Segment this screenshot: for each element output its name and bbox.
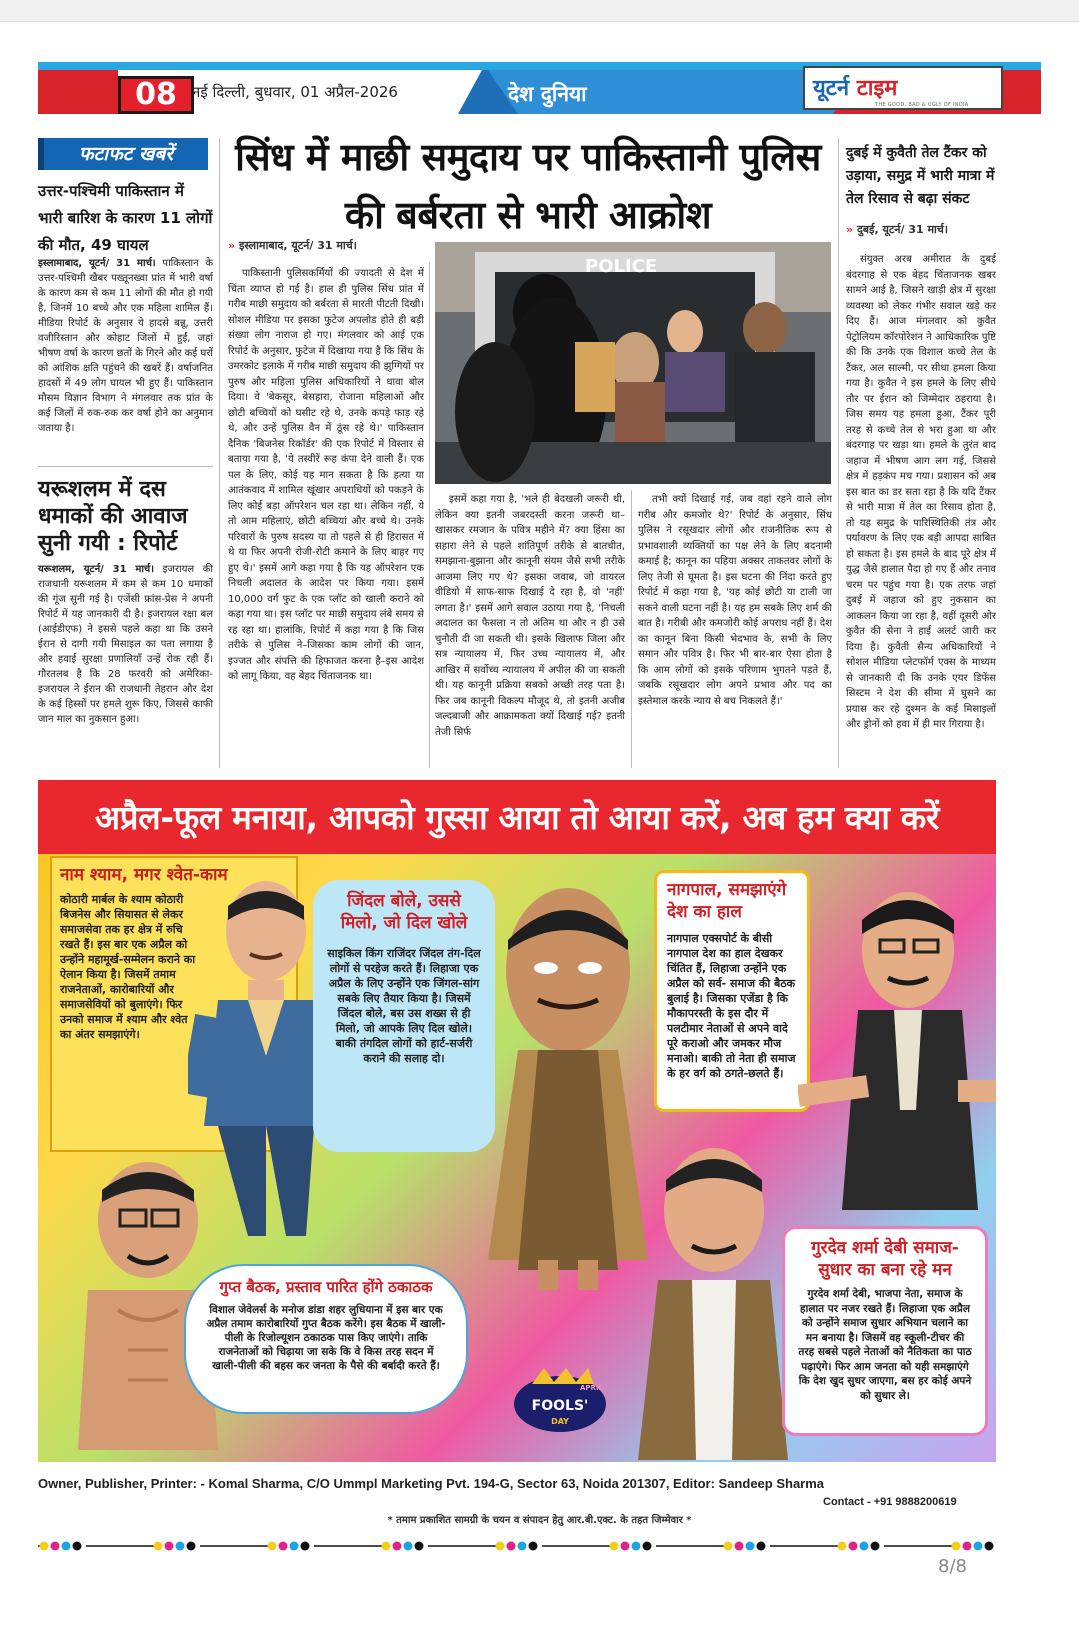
main-column-1: पाकिस्तानी पुलिसकर्मियों की ज्यादती से देश में चिंता व्याप्त हो गई है। हाल ही पुलिस सिंध प्रांत में गरीब माछी समुदाय को बर्बरता से मारती पीटती दिखी। सोशल मीडिया पर इसका फुटेज अपलोड होते ही बड़ी संख्या लोग नाराज हो गए। मंगलवार को आई एक रिपोर्ट के अनुसार, फुटेज में दिखाया गया है कि सिंध के उमरकोट इलाके में गरीब माछी समुदाय की झुग्गियों पर पुरुष और महिला पुलिस अधिकारियों ने धावा बोल दिया। वे 'बेकसूर, बेसहारा, रोजाना महिलाओं और छोटी बच्चियों को घसीट रहे थे, उनके कपड़े फाड़ रहे थे, और उन्हें पुलिस वैन में ठूंस रहे थे।' पाकिस्तान दैनिक 'बिजनेस रिकॉर्डर' की एक रिपोर्ट में विस्तार से बताया गया है, 'ये तस्वीरें रूह कंपा देने वाली हैं। एक पल के लिए, कोई यह मान सकता है कि हत्या या आतंकवाद में शामिल खूंखार अपराधियों को पकड़ने के लिए कोई बड़ा ऑपरेशन चल रहा था। लेकिन नहीं, ये तो आम महिलाएं, छोटी बच्चियां और बच्चे थे। उनके परिवारों के पुरुष सदस्य या तो पहले से ही हिरासत में थे या फिर अपनी रोजी-रोटी कमाने के लिए बाहर गए हुए थे।' इसमें आगे कहा गया है कि यह ऑपरेशन एक निचली अदालत के आदेश पर किया गया। इसमें 10,000 वर्ग फुट के एक प्लॉट को खाली कराने को कहा गया था। इस प्लॉट पर माछी समुदाय लंबे समय से रह रहा था। हालांकि, रिपोर्ट में कहा गया है कि जिस तरीके से पुलिस ने–जिसका काम लोगों की जान, इज्जत और संपत्ति की हिफाजत करना है–इस आदेश को लागू किया, वह बेहद चिंताजनक था। — [228, 268, 424, 682]
left-story1-headline: उत्तर-पश्चिमी पाकिस्तान में भारी बारिश के कारण 11 लोगों की मौत, 49 घायल — [38, 182, 213, 254]
left-story1-body — [38, 256, 213, 456]
registration-dot — [735, 1542, 744, 1551]
left-story2-headline: यरूशलम में दस धमाकों की आवाज सुनी गयी : रिपोर्ट — [38, 477, 188, 556]
registration-dot — [838, 1542, 847, 1551]
registration-dot — [187, 1542, 196, 1551]
issue-dateline: नई दिल्ली, बुधवार, 01 अप्रैल-2026 — [192, 83, 398, 101]
registration-dot — [290, 1542, 299, 1551]
masthead — [38, 62, 1041, 114]
registration-marks — [38, 1538, 996, 1554]
registration-dot — [963, 1542, 972, 1551]
registration-dot — [415, 1542, 424, 1551]
imprint-line: Owner, Publisher, Printer: - Komal Sharma, C/O Ummpl Marketing Pvt. 194-G, Sector 63, Noida 201307, Editor: Sandeep Sharma — [38, 1476, 825, 1491]
main-column-3: तभी क्यों दिखाई गई, जब वहां रहने वाले लोग गरीब और कमजोर थे?' रिपोर्ट के अनुसार, सिंध पुलिस ने रसूखदार लोगों और राजनीतिक रूप से प्रभावशाली व्यक्तियों का पक्ष लेने के लिए बदनामी कमाई है; कानून का पहिया अक्सर ताकतवर लोगों के लिए तेजी से घूमता है। इस घटना की निंदा करते हुए रिपोर्ट में कहा गया है, 'यह कोई छोटी या टाली जा सकने वाली घटना नहीं है। यह हम सबके लिए शर्म की बात है। गरीबी और कमजोरी कोई अपराध नहीं हैं। देश का कानून बिना किसी भेदभाव के, सभी के लिए समान और पवित्र है। फिर भी बार-बार ऐसा होता है कि आम लोगों को इसके परिणाम भुगतने पड़ते हैं, जबकि रसूखदार लोग अपने प्रभाव और पद का इस्तेमाल करके न्याय से बच निकलते हैं।' — [638, 494, 832, 707]
registration-dot — [165, 1542, 174, 1551]
main-headline: सिंध में माछी समुदाय पर पाकिस्तानी पुलिस की बर्बरता से भारी आक्रोश — [235, 135, 821, 237]
caption-body-manoj: विशाल जेवेलर्स के मनोज डांडा शहर लुधियाना में इस बार एक अप्रैल तमाम कारोबारियों गुप्त बैठक करेंगे। इस बैठक में खाली-पीली के रिजोल्यूशन ठकाठक पास किए जाएंगे। ताकि राजनेताओं को चिढ़ाया जा सके कि वे किस तरह सदन में खाली-पीली की बहस कर जनता के पैसे की बर्बादी करते हैं। — [206, 1304, 446, 1372]
registration-dot — [393, 1542, 402, 1551]
registration-dot — [746, 1542, 755, 1551]
newspaper-logo — [803, 66, 1003, 110]
registration-dot — [952, 1542, 961, 1551]
april-fools-badge — [510, 1366, 610, 1436]
caricature-nagpal — [798, 880, 996, 1220]
column-rule-right — [838, 138, 839, 768]
photo-police-text: POLICE — [585, 256, 658, 277]
caption-box-jindal — [313, 880, 495, 1152]
right-headline: दुबई में कुवैती तेल टैंकर को उड़ाया, समुद्र में भारी मात्रा में तेल रिसाव से बढ़ा संकट — [846, 145, 995, 207]
badge-april: APRIL — [580, 1384, 604, 1392]
caption-title-manoj: गुप्त बैठक, प्रस्ताव पारित होंगे ठकाठक — [219, 1278, 433, 1296]
main-dateline: » इस्लामाबाद, यूटर्न/ 31 मार्च। — [228, 239, 357, 252]
logo-tagline: THE GOOD, BAD & UGLY OF INDIA — [875, 102, 969, 108]
main-col-rule-2 — [631, 490, 632, 768]
caricature-gurdev — [628, 1130, 798, 1460]
caption-box-gurdev — [782, 1226, 988, 1436]
caption-title-shyam: नाम श्याम, मगर श्वेत-काम — [60, 865, 228, 885]
registration-dot — [757, 1542, 766, 1551]
registration-dot — [849, 1542, 858, 1551]
logo-text: यूटर्न टाइम — [813, 76, 898, 101]
registration-dot — [507, 1542, 516, 1551]
right-dateline: » दुबई, यूटर्न/ 31 मार्च। — [846, 223, 949, 236]
registration-dot — [643, 1542, 652, 1551]
registration-dot — [871, 1542, 880, 1551]
page-counter: 8/8 — [938, 1556, 967, 1577]
caption-title-jindal: जिंदल बोले, उससे मिलो, जो दिल खोले — [340, 891, 468, 933]
caption-box-manoj — [184, 1264, 468, 1414]
registration-dot — [404, 1542, 413, 1551]
left-story2-dateline: यरूशलम, यूटर्न/ 31 मार्च। — [38, 564, 155, 575]
registration-dot — [382, 1542, 391, 1551]
registration-dot — [985, 1542, 994, 1551]
left-story2-text: इजरायल की राजधानी यरूशलम में कम से कम 10 धमाकों की गूंज सुनी गई है। एजेंसी फ्रांस-प्रेस ने अपनी रिपोर्ट में यह जानकारी दी है। इजरायल रक्षा बल (आईडीएफ) ने इससे पहले कहा था कि उसने ईरान से दागी गयी मिसाइल का पता लगाया है और हवाई सुरक्षा प्रणालियाँ उन्हें रोक रही हैं। गौरतलब है कि 28 फरवरी को अमेरिका-इजरायल ने ईरान की राजधानी तेहरान और देश के कई हिस्सों पर हमले शुरू किए, जिससे काफी जान माल का नुकसान हुआ। — [38, 564, 213, 725]
registration-dot — [610, 1542, 619, 1551]
left-story1-text: पाकिस्तान के उत्तर-पश्चिमी खैबर पख्तूनख्वा प्रांत में भारी वर्षा के कारण कम से कम 11 लोगों की मौत हो गयी है, जिनमें 10 बच्चे और एक महिला शामिल हैं। मीडिया रिपोर्ट के अनुसार ये हादसे बन्नू, उत्तरी वजीरिस्तान और कोहाट जिलों में हुईं, जहां भीषण वर्षा के कारण छतों के गिरने और कई घरों को आंशिक क्षति पहुंचने की खबरें हैं। वर्षाजनित हादसों में 49 लोग घायल भी हुए हैं। पाकिस्तान मौसम विज्ञान विभाग ने मंगलवार तक प्रांत के कई जिलों में रुक-रुक कर वर्षा होने का अनुमान जताया है। — [38, 258, 214, 434]
column-rule-left — [219, 138, 220, 768]
registration-dot — [176, 1542, 185, 1551]
caption-title-gurdev: गुरदेव शर्मा देबी समाज-सुधार का बना रहे मन — [811, 1238, 959, 1280]
left-story1-dateline: इस्लामाबाद, यूटर्न/ 31 मार्च। — [38, 258, 156, 269]
caption-body-nagpal: नागपाल एक्सपोर्ट के बीसी नागपाल देश का हाल देखकर चिंतित हैं, लिहाजा उन्होंने एक अप्रैल को सर्व- समाज की बैठक बुलाई है। जिसका एजेंडा है कि मौकापरस्ती के इस दौर में पलटीमार नेताओं से अपने वादे पूरे कराओ और जमकर मौज मनाओ। बाकी तो नेता ही समाज के हर वर्ग को ठगते-छलते हैं। — [667, 932, 796, 1080]
registration-dot — [40, 1542, 49, 1551]
contact-line: Contact - +91 9888200619 — [823, 1496, 957, 1508]
section-title: देश दुनिया — [508, 82, 587, 106]
registration-dot — [279, 1542, 288, 1551]
page-number: 08 — [118, 76, 194, 114]
viewer-top-bar — [0, 0, 1079, 22]
badge-day: DAY — [551, 1417, 569, 1426]
main-col-rule-1 — [429, 262, 430, 768]
caption-box-nagpal — [654, 870, 810, 1112]
photo-illustration — [435, 242, 831, 484]
poster-title: अप्रैल-फूल मनाया, आपको गुस्सा आया तो आया करें, अब हम क्या करें — [94, 798, 940, 837]
registration-dot — [496, 1542, 505, 1551]
registration-dot — [51, 1542, 60, 1551]
registration-dot — [632, 1542, 641, 1551]
registration-dot — [518, 1542, 527, 1551]
registration-dot — [860, 1542, 869, 1551]
registration-dot — [724, 1542, 733, 1551]
registration-dot — [154, 1542, 163, 1551]
registration-dot — [62, 1542, 71, 1551]
registration-dot — [73, 1542, 82, 1551]
registration-dot — [268, 1542, 277, 1551]
registration-dot — [301, 1542, 310, 1551]
left-story2-body — [38, 562, 213, 772]
badge-fools: FOOLS' — [531, 1398, 589, 1414]
caption-body-jindal: साइकिल किंग राजिंदर जिंदल तंग-दिल लोगों से परहेज करते हैं। लिहाजा एक अप्रैल के लिए उन्होंने एक जिंगल-सांग सबके लिए तैयार किया है। जिसमें जिंदल बोले, बस उस शख्स से ही मिलो, जो आपके लिए दिल खोले। बाकी तंगदिल लोगों को हार्ट-सर्जरी कराने की सलाह दो। — [327, 947, 481, 1065]
quick-news-label: फटाफट खबरें — [38, 138, 208, 170]
registration-dot — [974, 1542, 983, 1551]
left-divider — [38, 466, 213, 467]
right-body: संयुक्त अरब अमीरात के दुबई बंदरगाह से एक बेहद चिंताजनक खबर सामने आई है, जिसने खाड़ी क्षेत्र में सुरक्षा व्यवस्था को लेकर गंभीर सवाल खड़े कर दिए हैं। आज मंगलवार को कुवैत पेट्रोलियम कॉरपोरेशन ने आधिकारिक पुष्टि की कि उनके एक विशाल कच्चे तेल के टैंकर, अल साल्मी, पर सीधा हमला किया गया है। कुवैत ने इस हमले के लिए सीधे तौर पर ईरान को जिम्मेदार ठहराया है। जिस समय यह हमला हुआ, टैंकर पूरी तरह से कच्चे तेल से भरा हुआ था और बंदरगाह पर खड़ा था। हमले के तुरंत बाद जहाज में भीषण आग लग गई, जिससे क्षेत्र में हड़कंप मच गया। प्रशासन को अब इस बात का डर सता रहा है कि यदि टैंकर से भारी मात्रा में तेल का रिसाव होता है, तो यह समुद्र के पारिस्थितिकी तंत्र और पर्यावरण के लिए एक बड़ी आपदा साबित हो सकता है। इस हमले के बाद पूरे क्षेत्र में युद्ध जैसे हालात पैदा हो गए हैं और तनाव चरम पर पहुंच गया है। एक तरफ जहां दुबई में जहाज को हुए नुकसान का आकलन किया जा रहा है, वहीं दूसरी ओर कुवैत की सेना ने हाई अलर्ट जारी कर दिया है। कुवैती सैन्य अधिकारियों ने सोशल मीडिया प्लेटफॉर्म एक्स के माध्यम से जानकारी दी कि उनके एयर डिफेंस सिस्टम ने देश की सीमा में घुसने का प्रयास कर रहे दुश्मन के कई मिसाइलों और ड्रोनों को हवा में ही मार गिराया है। — [846, 254, 996, 730]
caption-body-shyam: कोठारी मार्बल के श्याम कोठारी बिजनेस और सियासत से लेकर समाजसेवा तक हर क्षेत्र में रुचि रखते हैं। इस बार एक अप्रैल को उन्होंने महामूर्ख-सम्मेलन कराने का ऐलान किया है। जिसमें तमाम राजनेताओं, कारोबारियों और समाजसेवियों को बुलाएंगे। फिर उनको समाज में श्याम और श्वेत का अंतर समझाएंगे। — [60, 893, 196, 1041]
responsibility-note: * तमाम प्रकाशित सामग्री के चयन व संपादन हेतु आर.बी.एक्ट. के तहत जिम्मेवार * — [387, 1515, 692, 1526]
registration-dot — [621, 1542, 630, 1551]
april-fool-poster — [38, 780, 996, 1462]
main-column-2: इसमें कहा गया है, 'भले ही बेदखली जरूरी थी, लेकिन क्या इतनी जबरदस्ती करना जरूरी था–खासकर रमजान के पवित्र महीने में? क्या हिंसा का सहारा लेने से पहले शांतिपूर्ण तरीके से बातचीत, समझाना-बुझाना और कानूनी संयम जैसे सभी तरीके आजमा लिए गए थे? इसका जवाब, जो वायरल वीडियो में साफ-साफ दिखाई दे रहा है, वो 'नहीं' लगता है।' इसमें आगे सवाल उठाया गया है, 'निचली अदालत का फैसला न तो अंतिम था और न ही उसे चुनौती दी जा सकती थी। इसके खिलाफ जिला और सत्र न्यायालय में, फिर उच्च न्यायालय में, और आखिर में सर्वोच्च न्यायालय में अपील की जा सकती थी। यह कानूनी प्रक्रिया सबको अच्छी तरह पता है। फिर जब कानूनी विकल्प मौजूद थे, तो इतनी अजीब जल्दबाजी और आक्रामकता क्यों दिखाई गई? इतनी तेजी सिर्फ — [435, 494, 625, 738]
registration-dot — [529, 1542, 538, 1551]
caption-title-nagpal: नागपाल, समझाएंगे देश का हाल — [667, 880, 787, 922]
caption-body-gurdev: गुरदेव शर्मा देबी, भाजपा नेता, समाज के हालात पर नजर रखते हैं। लिहाजा एक अप्रैल को उन्होंने समाज सुधार अभियान चलाने का मन बनाया है। जिसमें वह स्कूली-टीचर की तरह सबसे पहले नेताओं को नैतिकता का पाठ पढ़ाएंगे। फिर आम जनता को यही समझाएंगे कि देश खुद सुधर जाएगा, बस हर कोई अपने को सुधार ले। — [798, 1288, 972, 1402]
police-van-photo — [435, 242, 831, 484]
